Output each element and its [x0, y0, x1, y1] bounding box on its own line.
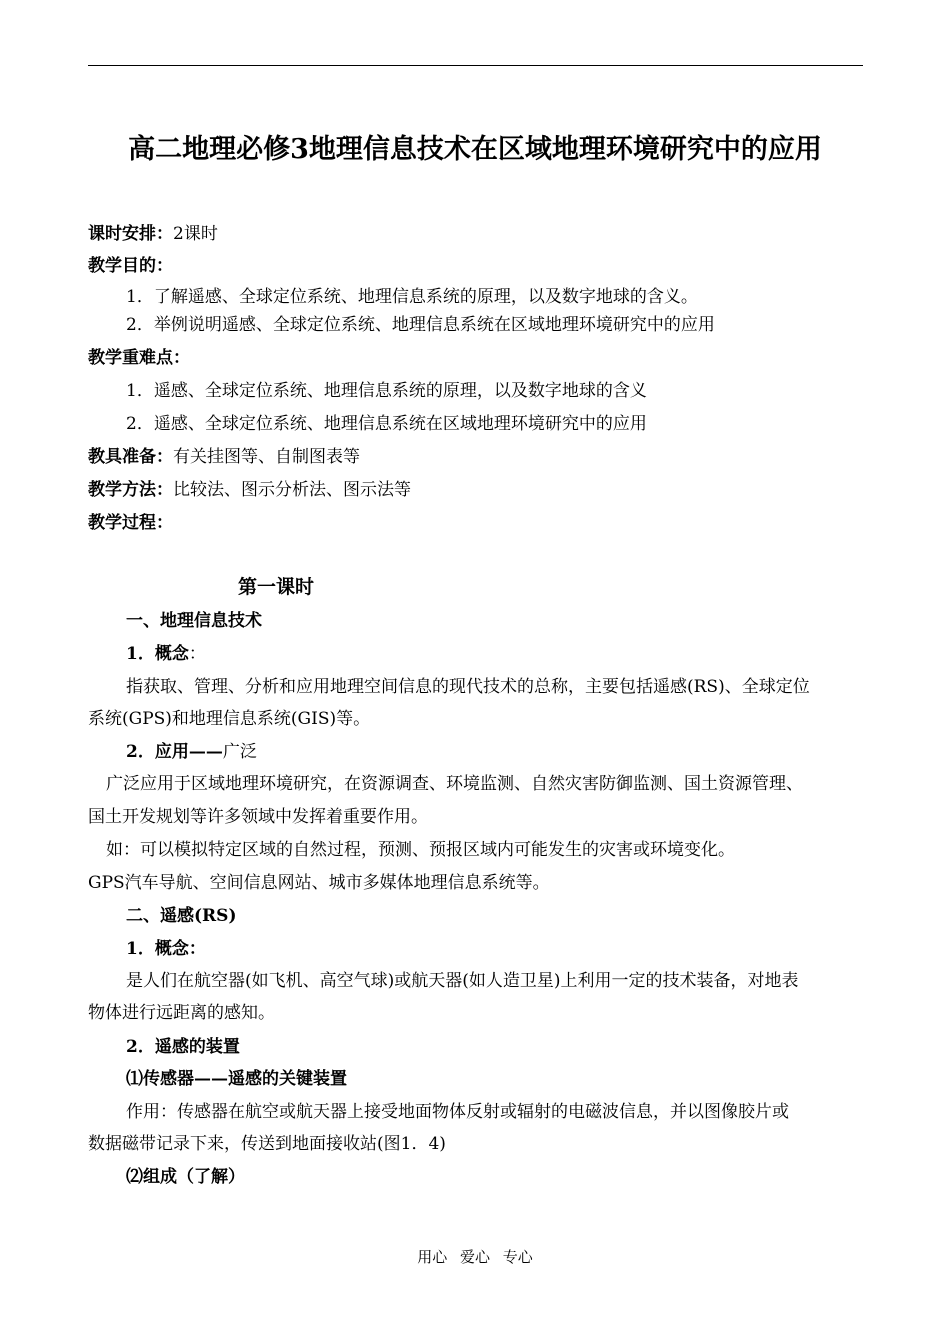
concept-label-row [126, 642, 206, 666]
concept-label: 1．概念 [126, 644, 189, 664]
subsection-heading: ⑵组成（了解） [126, 1167, 245, 1187]
section-heading: 二、遥感(RS) [126, 906, 237, 926]
aids-label: 教具准备： [88, 447, 173, 467]
paragraph-line: 物体进行远距离的感知。 [88, 1003, 275, 1023]
process-label: 教学过程： [88, 513, 173, 533]
class-hours-label: 课时安排： [88, 224, 173, 244]
paragraph-line: 是人们在航空器(如飞机、高空气球)或航天器(如人造卫星)上利用一定的技术装备，对地表 [126, 971, 799, 991]
methods-value: 比较法、图示分析法、图示法等 [173, 480, 411, 500]
document-title: 高二地理必修3地理信息技术在区域地理环境研究中的应用 [128, 134, 822, 165]
paragraph-line: 如：可以模拟特定区域的自然过程，预测、预报区域内可能发生的灾害或环境变化。 [106, 840, 735, 860]
class-hours-row [88, 222, 218, 246]
paragraph-line: 广泛应用于区域地理环境研究，在资源调查、环境监测、自然灾害防御监测、国土资源管理、 [106, 774, 803, 794]
class-hours-value: 2课时 [173, 224, 218, 244]
footer-text: 专心 [502, 1248, 533, 1266]
methods-row [88, 478, 411, 502]
section-heading: 一、地理信息技术 [126, 611, 262, 631]
subsection-heading: ⑴传感器——遥感的关键装置 [126, 1069, 347, 1089]
concept-label: 1．概念： [126, 939, 206, 959]
key-point-item: 1．遥感、全球定位系统、地理信息系统的原理，以及数字地球的含义 [126, 381, 647, 401]
aids-row [88, 445, 360, 469]
header-rule [88, 65, 863, 66]
methods-label: 教学方法： [88, 480, 173, 500]
paragraph-line: 指获取、管理、分析和应用地理空间信息的现代技术的总称，主要包括遥感(RS)、全球定位 [126, 677, 810, 697]
lesson-heading: 第一课时 [238, 576, 315, 598]
application-row [126, 740, 257, 764]
aids-value: 有关挂图等、自制图表等 [173, 447, 360, 467]
key-points-label: 教学重难点： [88, 348, 190, 368]
footer-text: 用心 [417, 1248, 448, 1266]
objective-item: 1．了解遥感、全球定位系统、地理信息系统的原理，以及数字地球的含义。 [126, 287, 698, 307]
page-footer [0, 1246, 950, 1268]
application-label: 2．应用—— [126, 742, 223, 762]
key-point-item: 2．遥感、全球定位系统、地理信息系统在区域地理环境研究中的应用 [126, 414, 647, 434]
subsection-heading: 2．遥感的装置 [126, 1037, 240, 1057]
paragraph-line: 系统(GPS)和地理信息系统(GIS)等。 [88, 709, 371, 729]
paragraph-line: 作用：传感器在航空或航天器上接受地面物体反射或辐射的电磁波信息，并以图像胶片或 [126, 1102, 789, 1122]
concept-colon: ： [188, 644, 206, 664]
application-value: 广泛 [222, 742, 257, 762]
paragraph-line: GPS汽车导航、空间信息网站、城市多媒体地理信息系统等。 [88, 873, 550, 893]
paragraph-line: 数据磁带记录下来，传送到地面接收站(图1．4) [88, 1134, 446, 1154]
objective-item: 2．举例说明遥感、全球定位系统、地理信息系统在区域地理环境研究中的应用 [126, 315, 715, 335]
paragraph-line: 国土开发规划等许多领域中发挥着重要作用。 [88, 807, 428, 827]
footer-text: 爱心 [459, 1248, 490, 1266]
objectives-label: 教学目的： [88, 256, 173, 276]
